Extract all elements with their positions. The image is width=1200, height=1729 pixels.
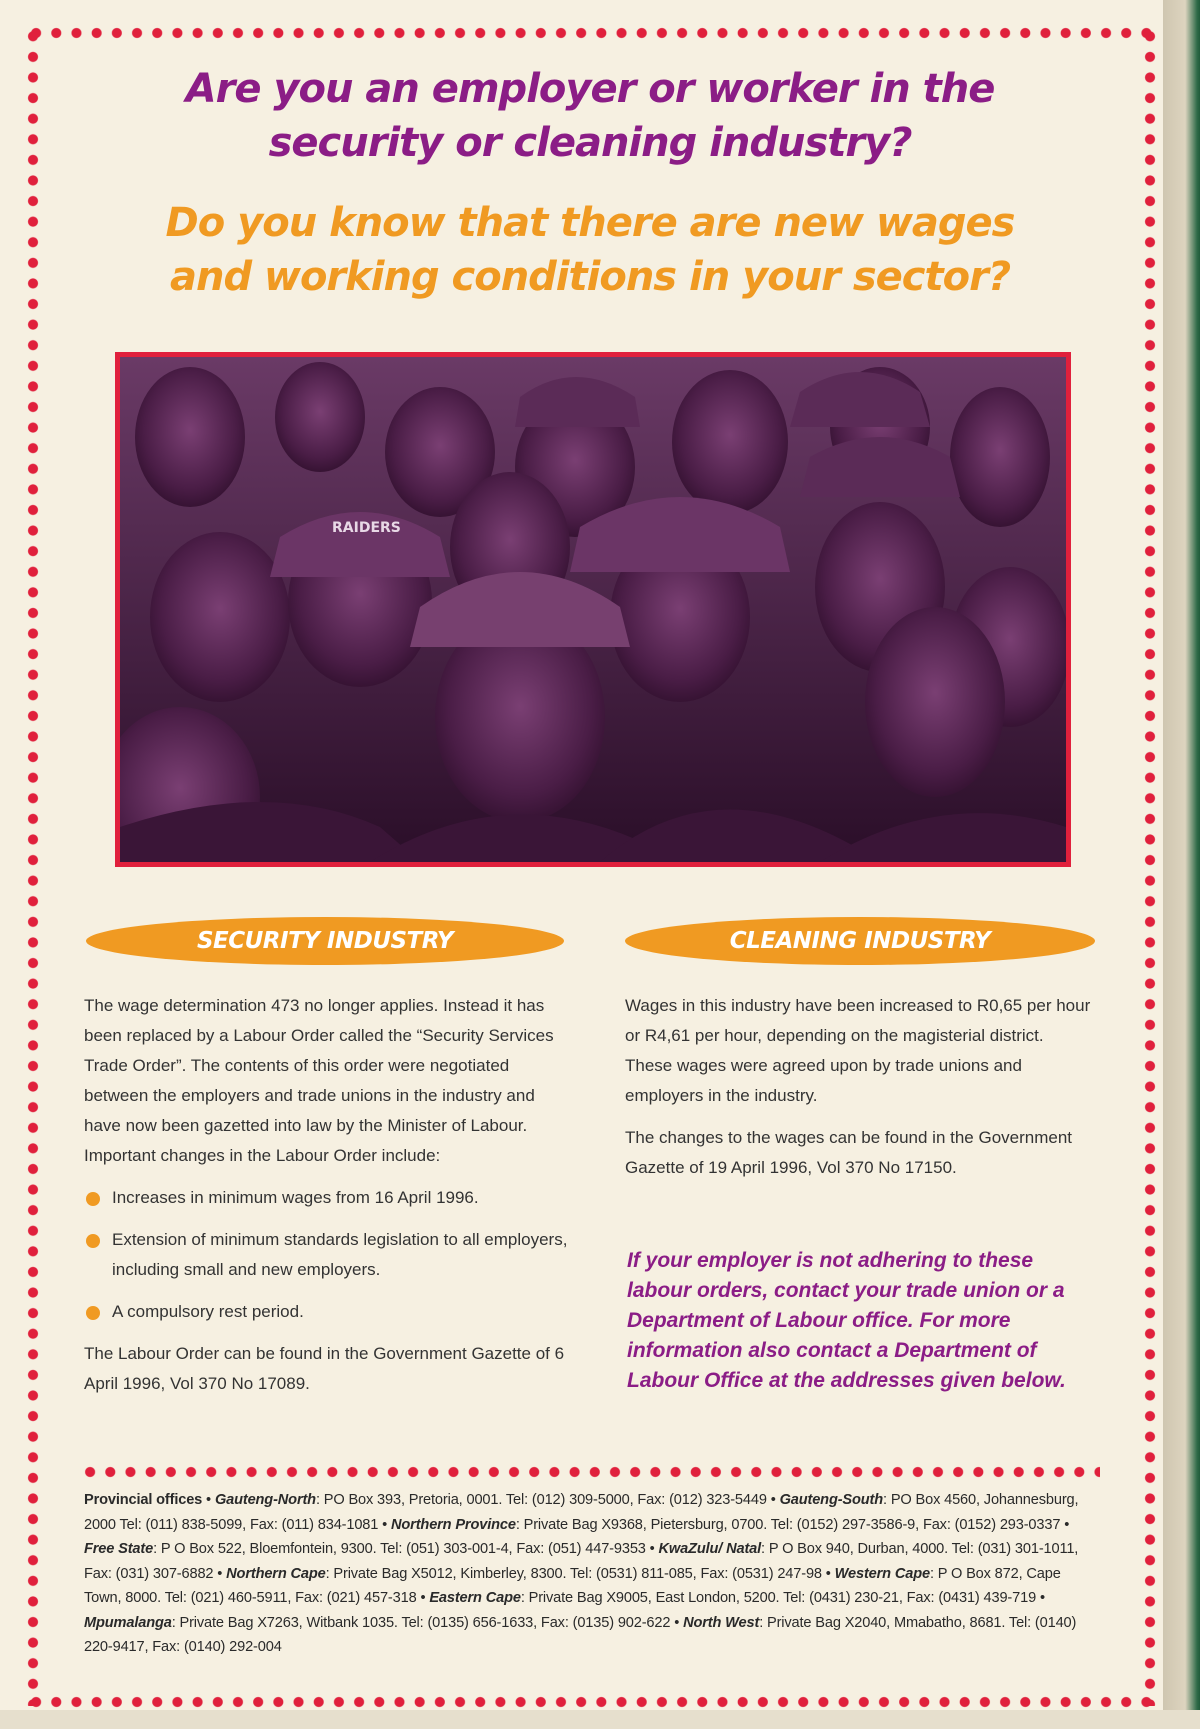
office-details: : P O Box 522, Bloemfontein, 9300. Tel: (051) 303-001-4, Fax: (051) 447-9353 <box>153 1541 646 1557</box>
headline-line-3: Do you know that there are new wages <box>165 200 1015 246</box>
cleaning-industry-section <box>625 991 1095 1195</box>
cleaning-gazette-reference: The changes to the wages can be found in the Government Gazette of 19 April 1996, Vol 370 No 17150. <box>625 1128 1073 1177</box>
office-name: Mpumalanga <box>84 1614 172 1631</box>
list-item-text: Increases in minimum wages from 16 April 1996. <box>112 1188 479 1207</box>
separator: • <box>416 1590 430 1606</box>
separator: • <box>202 1492 215 1508</box>
office-details: : PO Box 4560, Johannesburg, 2000 Tel: (011) 838-5099, Fax: (011) 834-1081 <box>84 1492 1079 1533</box>
separator: • <box>1036 1590 1045 1606</box>
security-changes-list <box>84 1183 572 1327</box>
crowd-illustration <box>120 357 1066 862</box>
dotted-border-left <box>26 26 40 1706</box>
list-item <box>84 1225 572 1285</box>
dotted-border-bottom <box>26 1695 1156 1709</box>
office-name: Gauteng-South <box>779 1492 884 1508</box>
dotted-border-right <box>1143 26 1157 1706</box>
office-details: : Private Bag X7263, Witbank 1035. Tel: (0135) 656-1633, Fax: (0135) 902-622 <box>171 1614 671 1631</box>
contact-callout: If your employer is not adhering to these labour orders, contact your trade union or a Department of Labour office. For more information also contact a Department of Labour Office at the addresses given below. <box>627 1249 1066 1392</box>
headline-line-1: Are you an employer or worker in the <box>185 66 995 112</box>
office-name: Western Cape <box>834 1565 930 1582</box>
office-name: North West <box>683 1614 760 1631</box>
separator: • <box>645 1541 659 1557</box>
page-edge <box>1163 0 1200 1729</box>
page-bottom-edge <box>0 1710 1200 1729</box>
office-details: : P O Box 872, Cape Town, 8000. Tel: (021) 460-5911, Fax: (021) 457-318 <box>84 1565 1061 1606</box>
cleaning-industry-heading: CLEANING INDUSTRY <box>625 917 1095 965</box>
dotted-border-top <box>26 26 1156 40</box>
provincial-offices <box>84 1488 1096 1660</box>
office-name: Northern Cape <box>226 1565 326 1582</box>
bullet-icon <box>86 1306 100 1320</box>
dotted-divider <box>80 1465 1100 1479</box>
separator: • <box>821 1565 835 1582</box>
offices-label: Provincial offices <box>84 1492 203 1508</box>
office-details: : P O Box 940, Durban, 4000. Tel: (031) 301-1011, Fax: (031) 307-6882 <box>84 1541 1079 1582</box>
office-details: : Private Bag X2040, Mmabatho, 8681. Tel: (0140) 220-9417, Fax: (0140) 292-004 <box>84 1614 1077 1655</box>
separator: • <box>378 1516 392 1533</box>
security-industry-heading: SECURITY INDUSTRY <box>86 917 564 965</box>
separator: • <box>1060 1516 1070 1533</box>
headline-question-1 <box>40 62 1140 170</box>
office-name: Gauteng-North <box>214 1492 316 1508</box>
office-details: : PO Box 393, Pretoria, 0001. Tel: (012) 309-5000, Fax: (012) 323-5449 <box>315 1492 767 1508</box>
office-name: Eastern Cape <box>429 1590 521 1606</box>
list-item-text: Extension of minimum standards legislation to all employers, including small and new employers. <box>112 1230 568 1279</box>
separator: • <box>670 1614 684 1631</box>
bullet-icon <box>86 1234 100 1248</box>
office-details: : Private Bag X9005, East London, 5200. Tel: (0431) 230-21, Fax: (0431) 439-719 <box>520 1590 1037 1606</box>
headline-question-2 <box>40 196 1140 304</box>
crowd-photo <box>115 352 1071 867</box>
separator: • <box>766 1492 780 1508</box>
list-item-text: A compulsory rest period. <box>112 1302 304 1321</box>
list-item <box>84 1297 572 1327</box>
office-name: Northern Province <box>391 1516 516 1533</box>
office-name: Free State <box>84 1541 154 1557</box>
headline-line-2: security or cleaning industry? <box>268 120 912 166</box>
separator: • <box>213 1565 227 1582</box>
cleaning-wages-paragraph: Wages in this industry have been increased to R0,65 per hour or R4,61 per hour, depending on the magisterial district. These wages were agreed upon by trade unions and employers in the industry. <box>625 996 1091 1105</box>
bullet-icon <box>86 1192 100 1206</box>
headline-line-4: and working conditions in your sector? <box>169 254 1011 300</box>
office-details: : Private Bag X9368, Pietersburg, 0700. Tel: (0152) 297-3586-9, Fax: (0152) 293-0337 <box>515 1516 1061 1533</box>
cap-logo-text: RAIDERS <box>332 520 401 536</box>
office-details: : Private Bag X5012, Kimberley, 8300. Tel: (0531) 811-085, Fax: (0531) 247-98 <box>325 1565 822 1582</box>
list-item <box>84 1183 572 1213</box>
security-industry-section <box>84 991 572 1411</box>
security-gazette-reference: The Labour Order can be found in the Government Gazette of 6 April 1996, Vol 370 No 17089. <box>84 1344 565 1393</box>
office-name: KwaZulu/ Natal <box>658 1541 762 1557</box>
security-intro: The wage determination 473 no longer applies. Instead it has been replaced by a Labour Order called the “Security Services Trade Order”. The contents of this order were negotiated between the employers and trade unions in the industry and have now been gazetted into law by the Minister of Labour. Important changes in the Labour Order include: <box>84 996 554 1165</box>
